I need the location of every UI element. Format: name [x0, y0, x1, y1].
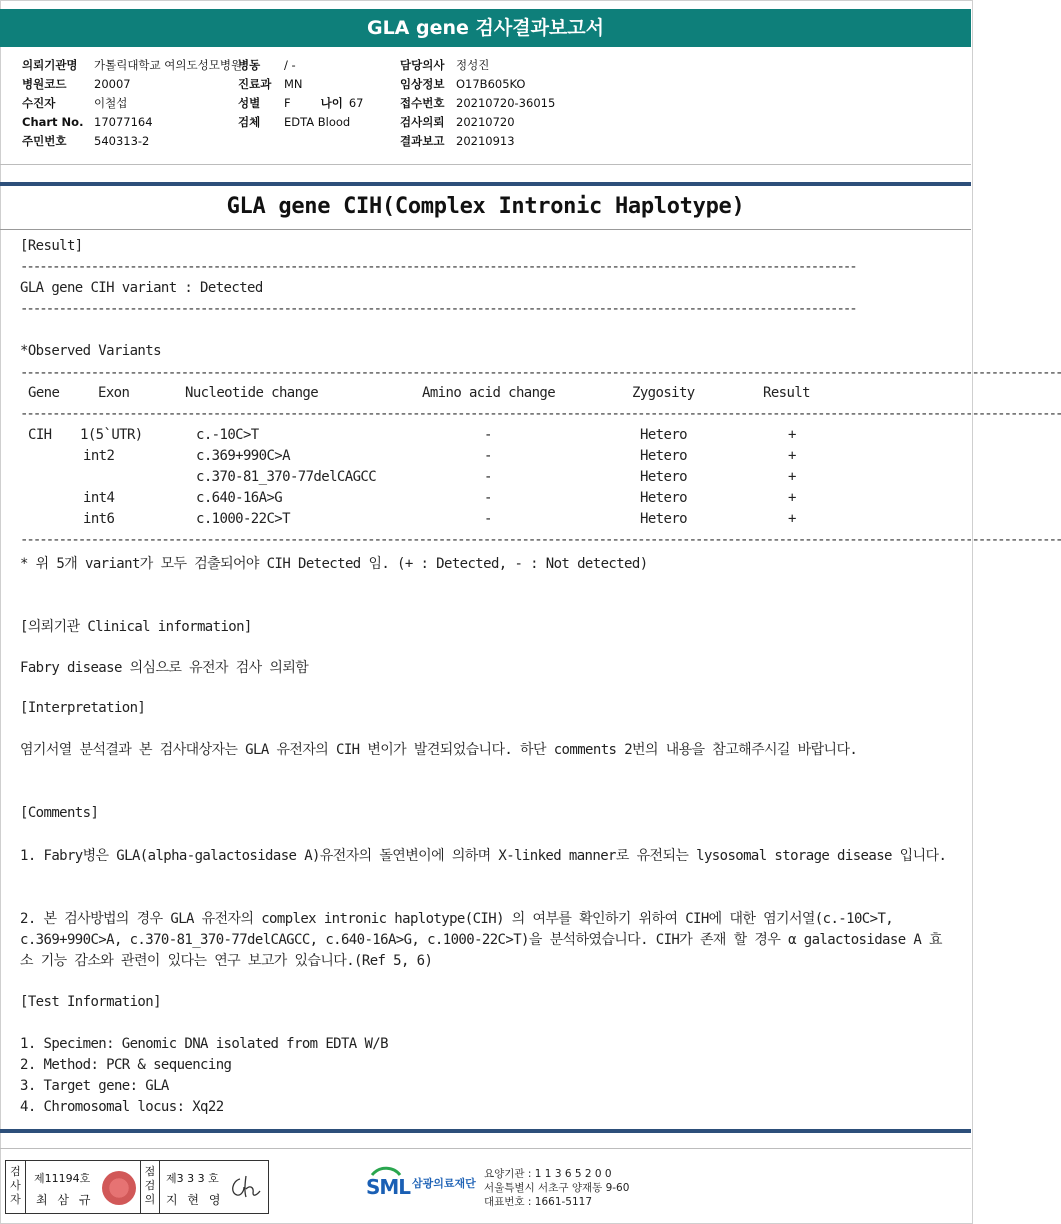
department-label: 진료과: [238, 77, 272, 91]
patient-info-left: [22, 56, 242, 151]
row-nucleotide: c.369+990C>A: [196, 448, 290, 464]
checker-label: 점검의: [140, 1161, 160, 1213]
hospital-label: 의뢰기관명: [22, 58, 78, 72]
row-amino: -: [484, 448, 492, 464]
dash-rule: ------------------------------------------------------------------------------------------------------------------------------------------------------------------: [20, 532, 1061, 548]
company-phone: 대표번호 : 1661-5117: [484, 1196, 593, 1208]
row-result: +: [788, 448, 796, 464]
dash-rule: ------------------------------------------------------------------------------------------------------------------------------------------------------------------: [20, 406, 1061, 422]
department-value: MN: [284, 77, 303, 91]
clinical-info-value: O17B605KO: [456, 77, 526, 91]
signature-box: [5, 1160, 269, 1214]
examiner-name: 최 삼 규: [36, 1193, 94, 1207]
testinfo-heading: [Test Information]: [20, 994, 161, 1010]
clinical-heading: [의뢰기관 Clinical information]: [20, 619, 252, 635]
sex-value: F: [284, 96, 291, 110]
company-address: 서울특별시 서초구 양재동 9-60: [484, 1182, 630, 1194]
receipt-no-value: 20210720-36015: [456, 96, 556, 110]
age-label: 나이: [320, 96, 343, 110]
ward-label: 병동: [238, 58, 261, 72]
interpretation-text: 염기서열 분석결과 본 검사대상자는 GLA 유전자의 CIH 변이가 발견되었습니다. 하단 comments 2번의 내용을 참고해주시길 바랍니다.: [20, 742, 858, 758]
checker-license: 제3 3 3 호: [166, 1172, 219, 1185]
specimen-label: 검체: [238, 115, 261, 129]
title-divider: [0, 229, 971, 230]
patient-name-label: 수진자: [22, 96, 56, 110]
patient-name-value: 이철섭: [94, 96, 128, 110]
footer-rule: [0, 1129, 971, 1133]
hospital-code-value: 20007: [94, 77, 131, 91]
report-date-value: 20210913: [456, 134, 515, 148]
row-zygosity: Hetero: [640, 490, 687, 506]
request-date-value: 20210720: [456, 115, 515, 129]
row-nucleotide: c.-10C>T: [196, 427, 259, 443]
row-exon: int6: [83, 511, 115, 527]
col-gene: Gene: [28, 385, 60, 401]
testinfo-item: 3. Target gene: GLA: [20, 1078, 169, 1094]
clinical-info-label: 임상정보: [400, 77, 445, 91]
row-nucleotide: c.370-81_370-77delCAGCC: [196, 469, 377, 485]
row-result: +: [788, 427, 796, 443]
row-result: +: [788, 469, 796, 485]
info-divider: [0, 164, 971, 165]
header-rule: [0, 182, 971, 186]
chart-no-label: Chart No.: [22, 115, 84, 129]
footer-divider: [0, 1148, 971, 1149]
row-exon: int2: [83, 448, 115, 464]
sex-label: 성별: [238, 96, 261, 110]
receipt-no-label: 접수번호: [400, 96, 445, 110]
specimen-value: EDTA Blood: [284, 115, 351, 129]
resident-no-value: 540313-2: [94, 134, 150, 148]
row-amino: -: [484, 511, 492, 527]
row-result: +: [788, 511, 796, 527]
row-zygosity: Hetero: [640, 448, 687, 464]
row-nucleotide: c.640-16A>G: [196, 490, 283, 506]
col-nucleotide: Nucleotide change: [185, 385, 319, 401]
signature-icon: [228, 1173, 262, 1201]
comment-2: 2. 본 검사방법의 경우 GLA 유전자의 complex intronic haplotype(CIH) 의 여부를 확인하기 위하여 CIH에 대한 염기서열(c.-10C>T, c.369+990C>A, c.370-81_370-77delCAGCC, c.640-16A>G, c.1000-22C>T)을 분석하였습니다. CIH가 존재 할 경우 α galactosidase A 효소 기능 감소와 관련이 있다는 연구 보고가 있습니다.(Ref 5, 6): [20, 911, 942, 969]
company-logo: [364, 1167, 476, 1199]
row-gene: CIH: [28, 427, 52, 443]
checker-name: 지 현 영: [166, 1193, 224, 1207]
row-zygosity: Hetero: [640, 469, 687, 485]
company-logo-text: SML: [366, 1175, 411, 1199]
resident-no-label: 주민번호: [22, 134, 67, 148]
row-amino: -: [484, 469, 492, 485]
comments-heading: [Comments]: [20, 805, 99, 821]
report-date-label: 결과보고: [400, 134, 445, 148]
examiner-license: 제11194호: [34, 1172, 91, 1185]
testinfo-item: 4. Chromosomal locus: Xq22: [20, 1099, 224, 1115]
clinical-text: Fabry disease 의심으로 유전자 검사 의뢰함: [20, 660, 309, 676]
result-heading: [Result]: [20, 238, 83, 254]
col-amino: Amino acid change: [422, 385, 556, 401]
result-line: GLA gene CIH variant : Detected: [20, 280, 263, 296]
dash-rule: ----------------------------------------------------------------------------------------------------------------------------------: [20, 259, 856, 275]
company-info: [484, 1167, 629, 1209]
interpretation-heading: [Interpretation]: [20, 700, 146, 716]
table-note: * 위 5개 variant가 모두 검출되어야 CIH Detected 임. (+ : Detected, - : Not detected): [20, 556, 648, 572]
row-exon: 1(5`UTR): [80, 427, 143, 443]
seal-stamp-icon: [102, 1171, 136, 1205]
row-amino: -: [484, 490, 492, 506]
chart-no-value: 17077164: [94, 115, 153, 129]
patient-info-right: [400, 56, 555, 151]
row-exon: int4: [83, 490, 115, 506]
examiner-label: 검사자: [6, 1161, 26, 1213]
age-value: 67: [348, 96, 364, 110]
doctor-label: 담당의사: [400, 58, 445, 72]
dash-rule: ------------------------------------------------------------------------------------------------------------------------------------------------------------------: [20, 365, 1061, 381]
row-amino: -: [484, 427, 492, 443]
dash-rule: ----------------------------------------------------------------------------------------------------------------------------------: [20, 301, 856, 317]
col-exon: Exon: [98, 385, 130, 401]
patient-info-middle: [238, 56, 363, 132]
report-header-title: GLA gene 검사결과보고서: [0, 9, 971, 47]
report-title: GLA gene CIH(Complex Intronic Haplotype): [226, 194, 745, 219]
doctor-value: 정성진: [456, 58, 490, 72]
testinfo-item: 1. Specimen: Genomic DNA isolated from EDTA W/B: [20, 1036, 388, 1052]
row-zygosity: Hetero: [640, 511, 687, 527]
col-result: Result: [763, 385, 810, 401]
testinfo-item: 2. Method: PCR & sequencing: [20, 1057, 232, 1073]
row-nucleotide: c.1000-22C>T: [196, 511, 290, 527]
row-zygosity: Hetero: [640, 427, 687, 443]
hospital-value: 가톨릭대학교 여의도성모병원: [94, 58, 243, 72]
request-date-label: 검사의뢰: [400, 115, 445, 129]
col-zygosity: Zygosity: [632, 385, 695, 401]
hospital-code-label: 병원코드: [22, 77, 67, 91]
row-result: +: [788, 490, 796, 506]
ward-value: / -: [284, 58, 296, 72]
company-name: 삼광의료재단: [412, 1177, 476, 1190]
institution-code: 요양기관 : 1 1 3 6 5 2 0 0: [484, 1168, 612, 1180]
observed-heading: *Observed Variants: [20, 343, 161, 359]
comment-1: 1. Fabry병은 GLA(alpha-galactosidase A)유전자의 돌연변이에 의하며 X-linked manner로 유전되는 lysosomal storage disease 입니다.: [20, 848, 947, 864]
